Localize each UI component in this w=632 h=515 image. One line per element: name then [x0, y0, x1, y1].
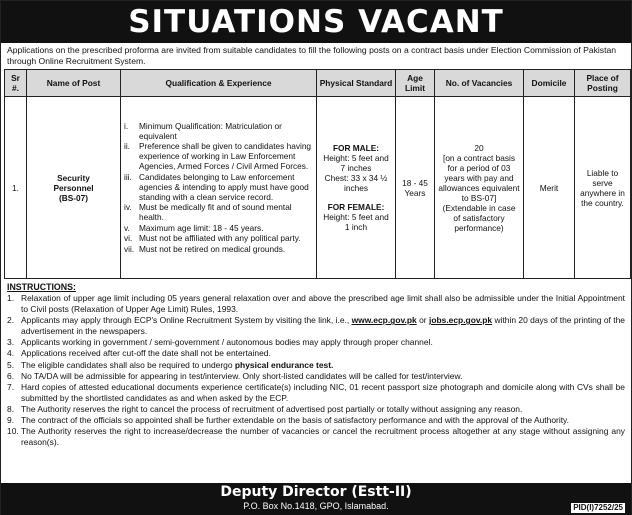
column-header: Physical Standard	[317, 70, 396, 97]
list-item	[7, 293, 625, 315]
list-text: or	[416, 315, 429, 326]
page-title: SITUATIONS VACANT	[1, 1, 631, 43]
pid-number: PID(I)7252/25	[573, 503, 623, 512]
list-text: The Authority reserves the right to increase/decrease the number of vacancies or cancel the recruitment process altogether at any stage without assigning any reason(s).	[21, 426, 625, 448]
list-text: The contract of the officials so appointed shall be further extendable on the basis of satisfactory performance and with the approval of the Authority.	[21, 415, 569, 426]
list-text: Must not be retired on medical grounds.	[139, 243, 286, 254]
male-height: Height: 5 feet and 7 inches	[323, 153, 389, 173]
list-text: Must be medically fit and of sound mental health.	[139, 202, 292, 223]
jobs-website-link[interactable]: jobs.ecp.gov.pk	[428, 315, 493, 326]
male-heading: FOR MALE:	[332, 143, 380, 153]
list-item	[124, 202, 313, 222]
list-text: The eligible candidates shall also be required to undergo	[21, 359, 235, 370]
post-name-line: Personnel	[53, 182, 94, 193]
list-text: Applicants may apply through ECP's Online Recruitment System by visiting the link, i.e.,	[21, 315, 352, 326]
list-text: Candidates belonging to Law enforcement agencies & intending to apply must have good standing with a clean service record.	[139, 171, 309, 202]
list-text-emphasis: physical endurance test.	[234, 359, 334, 370]
domicile: Merit	[524, 97, 575, 279]
vacancies-detail: [on a contract basis for a period of 03 years with pay and allowances equivalent to BS-07]	[438, 152, 520, 203]
list-text: No TA/DA will be admissible for appearing in test/interview. Only short-listed candidates will be called for test/interview.	[21, 370, 463, 381]
list-number: i.	[124, 120, 129, 131]
intro-text: Applications on the prescribed proforma are invited from suitable candidates to fill the following posts on a contract basis under Election Commission of Pakistan through Online Recruitment System.	[7, 45, 617, 66]
column-header: Sr #.	[5, 70, 27, 97]
list-number: iv.	[124, 202, 132, 213]
vacancies-extension: (Extendable in case of satisfactory performance)	[442, 202, 516, 233]
list-number: 1.	[7, 293, 15, 303]
list-text: within 20 days of the printing of the advertisement in the newspapers.	[21, 315, 625, 337]
footer-banner	[1, 483, 631, 515]
list-item	[7, 337, 625, 348]
list-item	[7, 404, 625, 415]
list-text: The Authority reserves the right to cancel the process of recruitment of advertised post partially or totally without assigning any reason.	[21, 403, 523, 414]
postal-address: P.O. Box No.1418, GPO, Islamabad.	[243, 501, 389, 511]
list-text: Applications received after cut-off the date shall not be entertained.	[21, 348, 271, 359]
list-item	[124, 121, 313, 141]
list-number: vi.	[124, 233, 133, 244]
table-row	[5, 97, 631, 279]
list-item	[124, 172, 313, 202]
instructions-title: INSTRUCTIONS:	[7, 282, 76, 292]
list-item	[7, 426, 625, 448]
list-number: v.	[124, 222, 130, 233]
list-number: 2.	[7, 315, 15, 326]
table-header-row	[5, 70, 631, 97]
posts-table	[4, 69, 631, 279]
list-number: 5.	[7, 359, 15, 370]
list-number: ii.	[124, 141, 130, 152]
list-number: 4.	[7, 348, 15, 359]
female-heading: FOR FEMALE:	[327, 202, 385, 212]
list-item	[7, 315, 625, 337]
post-name-line: Security	[57, 172, 90, 183]
female-height: Height: 5 feet and 1 inch	[323, 212, 389, 232]
list-item	[7, 382, 625, 404]
place-of-posting: Liable to serve anywhere in the country.	[575, 97, 631, 279]
column-header: Place of Posting	[575, 70, 631, 97]
sr-number: 1.	[5, 97, 27, 279]
list-number: 9.	[7, 415, 15, 426]
column-header: Name of Post	[27, 70, 121, 97]
list-number: vii.	[124, 243, 135, 254]
signatory-designation: Deputy Director (Estt-II)	[220, 484, 412, 500]
list-number: 8.	[7, 403, 15, 414]
list-text: Must not be affiliated with any political party.	[139, 233, 301, 244]
vacancies-cell	[435, 97, 524, 279]
list-text: Preference shall be given to candidates having experience of working in Law Enforcement Agencies, Armed Forces / Civil Armed Forces.	[139, 141, 312, 172]
post-scale: (BS-07)	[58, 192, 89, 203]
instructions-list	[7, 293, 625, 448]
list-number: 6.	[7, 370, 15, 381]
list-item	[124, 223, 313, 233]
list-number: 7.	[7, 381, 15, 392]
column-header: Qualification & Experience	[121, 70, 317, 97]
list-number: 3.	[7, 337, 15, 348]
list-text: Hard copies of attested educational documents experience certificate(s) including NIC, 01 recent passport size photograph and domicile along with CVs shall be submitted by the shortlisted candidates as and when asked by the ECP.	[21, 381, 625, 403]
list-number: 10.	[7, 426, 19, 437]
list-item	[124, 141, 313, 171]
list-item	[124, 233, 313, 243]
list-text: Relaxation of upper age limit including 05 years general relaxation over and above the prescribed age limit shall also be admissible under the Initial Appointment to Civil posts (Relaxation of Upper Age Limit) Rules, 1993.	[21, 293, 625, 315]
list-text: Maximum age limit: 18 - 45 years.	[139, 222, 264, 233]
list-item	[7, 371, 625, 382]
age-limit: 18 - 45 Years	[396, 97, 435, 279]
list-item	[7, 348, 625, 359]
ecp-website-link[interactable]: www.ecp.gov.pk	[351, 315, 417, 326]
qualification-list	[124, 121, 313, 254]
qualification-cell	[121, 97, 317, 279]
post-name	[27, 97, 121, 279]
list-item	[124, 244, 313, 254]
physical-standard-cell	[317, 97, 396, 279]
column-header: Age Limit	[396, 70, 435, 97]
male-chest: Chest: 33 x 34 ½ inches	[324, 173, 388, 193]
list-text: Minimum Qualification: Matriculation or equivalent	[139, 120, 282, 141]
list-item	[7, 415, 625, 426]
list-item	[7, 360, 625, 371]
vacancies-count: 20	[474, 142, 484, 153]
column-header: No. of Vacancies	[435, 70, 524, 97]
list-text: Applicants working in government / semi-government / autonomous bodies may apply through proper channel.	[21, 337, 433, 348]
column-header: Domicile	[524, 70, 575, 97]
list-number: iii.	[124, 171, 132, 182]
